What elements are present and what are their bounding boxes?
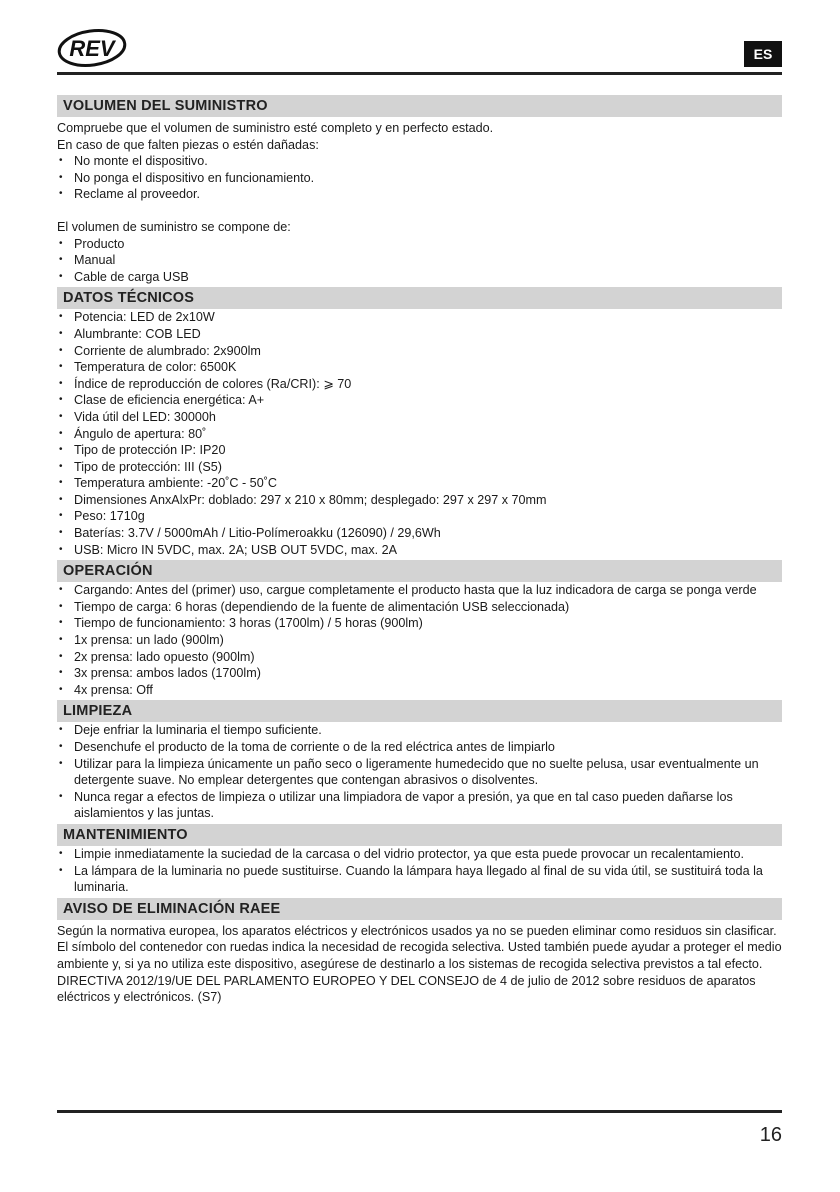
bullet-list xyxy=(57,846,782,896)
paragraph: En caso de que falten piezas o estén dañadas: xyxy=(57,137,319,152)
paragraph: Según la normativa europea, los aparatos eléctricos y electrónicos usados ya no se pueden eliminar como residuos sin clasificar. El símbolo del contenedor con ruedas indica la necesidad de recogida selectiva. Usted también puede ayudar a proteger el medio ambiente y, si ya no utiliza este dispositivo, asegúrese de destinarlo a los sistemas de recogida selectiva previstos a tal efecto. DIRECTIVA 2012/19/UE DEL PARLAMENTO EUROPEO Y DEL CONSEJO de 4 de julio de 2012 sobre residuos de aparatos eléctricos y electrónicos. (S7) xyxy=(57,923,782,1005)
list-item: • 1x prensa: un lado (900lm) xyxy=(57,632,782,649)
section-raee xyxy=(57,898,782,1006)
section-title: LIMPIEZA xyxy=(57,700,782,722)
section-title: DATOS TÉCNICOS xyxy=(57,287,782,309)
section-title: MANTENIMIENTO xyxy=(57,824,782,846)
page-number: 16 xyxy=(759,1124,782,1146)
bullet-list xyxy=(57,722,782,822)
section-volumen xyxy=(57,95,782,285)
list-item: • No monte el dispositivo. xyxy=(57,153,782,170)
paragraph: Compruebe que el volumen de suministro esté completo y en perfecto estado. xyxy=(57,121,494,135)
list-item: • La lámpara de la luminaria no puede sustituirse. Cuando la lámpara haya llegado al final de su vida útil, se sustituirá toda la luminaria. xyxy=(57,863,782,896)
section-title: VOLUMEN DEL SUMINISTRO xyxy=(57,95,782,117)
list-item: • Dimensiones AnxAlxPr: doblado: 297 x 210 x 80mm; desplegado: 297 x 297 x 70mm xyxy=(57,492,782,509)
list-item: • Desenchufe el producto de la toma de corriente o de la red eléctrica antes de limpiarlo xyxy=(57,739,782,756)
list-item: • Ángulo de apertura: 80˚ xyxy=(57,426,782,443)
logo-text: REV xyxy=(69,36,115,61)
list-item: • Corriente de alumbrado: 2x900lm xyxy=(57,343,782,360)
section-operacion xyxy=(57,560,782,698)
list-item: • No ponga el dispositivo en funcionamiento. xyxy=(57,170,782,187)
header-divider xyxy=(57,72,782,75)
section-mantenimiento xyxy=(57,824,782,896)
bullet-list xyxy=(57,309,782,558)
rev-logo xyxy=(57,28,127,68)
list-item: • USB: Micro IN 5VDC, max. 2A; USB OUT 5VDC, max. 2A xyxy=(57,542,782,559)
section-limpieza xyxy=(57,700,782,822)
list-item: • Cable de carga USB xyxy=(57,269,782,286)
list-item: • Peso: 1710g xyxy=(57,508,782,525)
list-item: • Índice de reproducción de colores (Ra/CRI): ⩾ 70 xyxy=(57,376,782,393)
section-datos-tecnicos xyxy=(57,287,782,558)
section-title: OPERACIÓN xyxy=(57,560,782,582)
list-item: • Tipo de protección IP: IP20 xyxy=(57,442,782,459)
list-item: • Alumbrante: COB LED xyxy=(57,326,782,343)
list-item: • Cargando: Antes del (primer) uso, cargue completamente el producto hasta que la luz indicadora de carga se ponga verde xyxy=(57,582,782,599)
footer-divider xyxy=(57,1110,782,1113)
list-item: • Manual xyxy=(57,252,782,269)
list-item: • 2x prensa: lado opuesto (900lm) xyxy=(57,649,782,666)
list-item: • Potencia: LED de 2x10W xyxy=(57,309,782,326)
list-item: • Deje enfriar la luminaria el tiempo suficiente. xyxy=(57,722,782,739)
paragraph: El volumen de suministro se compone de: xyxy=(57,219,291,234)
list-item: • 4x prensa: Off xyxy=(57,682,782,699)
bullet-list xyxy=(57,236,782,286)
section-title: AVISO DE ELIMINACIÓN RAEE xyxy=(57,898,782,920)
list-item: • Tiempo de funcionamiento: 3 horas (1700lm) / 5 horas (900lm) xyxy=(57,615,782,632)
list-item: • 3x prensa: ambos lados (1700lm) xyxy=(57,665,782,682)
list-item: • Clase de eficiencia energética: A+ xyxy=(57,392,782,409)
list-item: • Nunca regar a efectos de limpieza o utilizar una limpiadora de vapor a presión, ya que en tal caso pueden dañarse los aislamientos y las juntas. xyxy=(57,789,782,822)
list-item: • Reclame al proveedor. xyxy=(57,186,782,203)
list-item: • Tipo de protección: III (S5) xyxy=(57,459,782,476)
language-badge: ES xyxy=(744,41,782,67)
list-item: • Utilizar para la limpieza únicamente un paño seco o ligeramente humedecido que no suelte pelusa, usar eventualmente un detergente suave. No emplear detergentes que contengan abrasivos o disolventes. xyxy=(57,756,782,789)
bullet-list xyxy=(57,153,782,203)
list-item: • Limpie inmediatamente la suciedad de la carcasa o del vidrio protector, ya que esta puede provocar un recalentamiento. xyxy=(57,846,782,863)
list-item: • Temperatura de color: 6500K xyxy=(57,359,782,376)
list-item: • Tiempo de carga: 6 horas (dependiendo de la fuente de alimentación USB seleccionada) xyxy=(57,599,782,616)
list-item: • Baterías: 3.7V / 5000mAh / Litio-Polímeroakku (126090) / 29,6Wh xyxy=(57,525,782,542)
list-item: • Vida útil del LED: 30000h xyxy=(57,409,782,426)
list-item: • Temperatura ambiente: -20˚C - 50˚C xyxy=(57,475,782,492)
page-header xyxy=(57,28,782,74)
bullet-list xyxy=(57,582,782,698)
list-item: • Producto xyxy=(57,236,782,253)
page-content xyxy=(57,95,782,1008)
